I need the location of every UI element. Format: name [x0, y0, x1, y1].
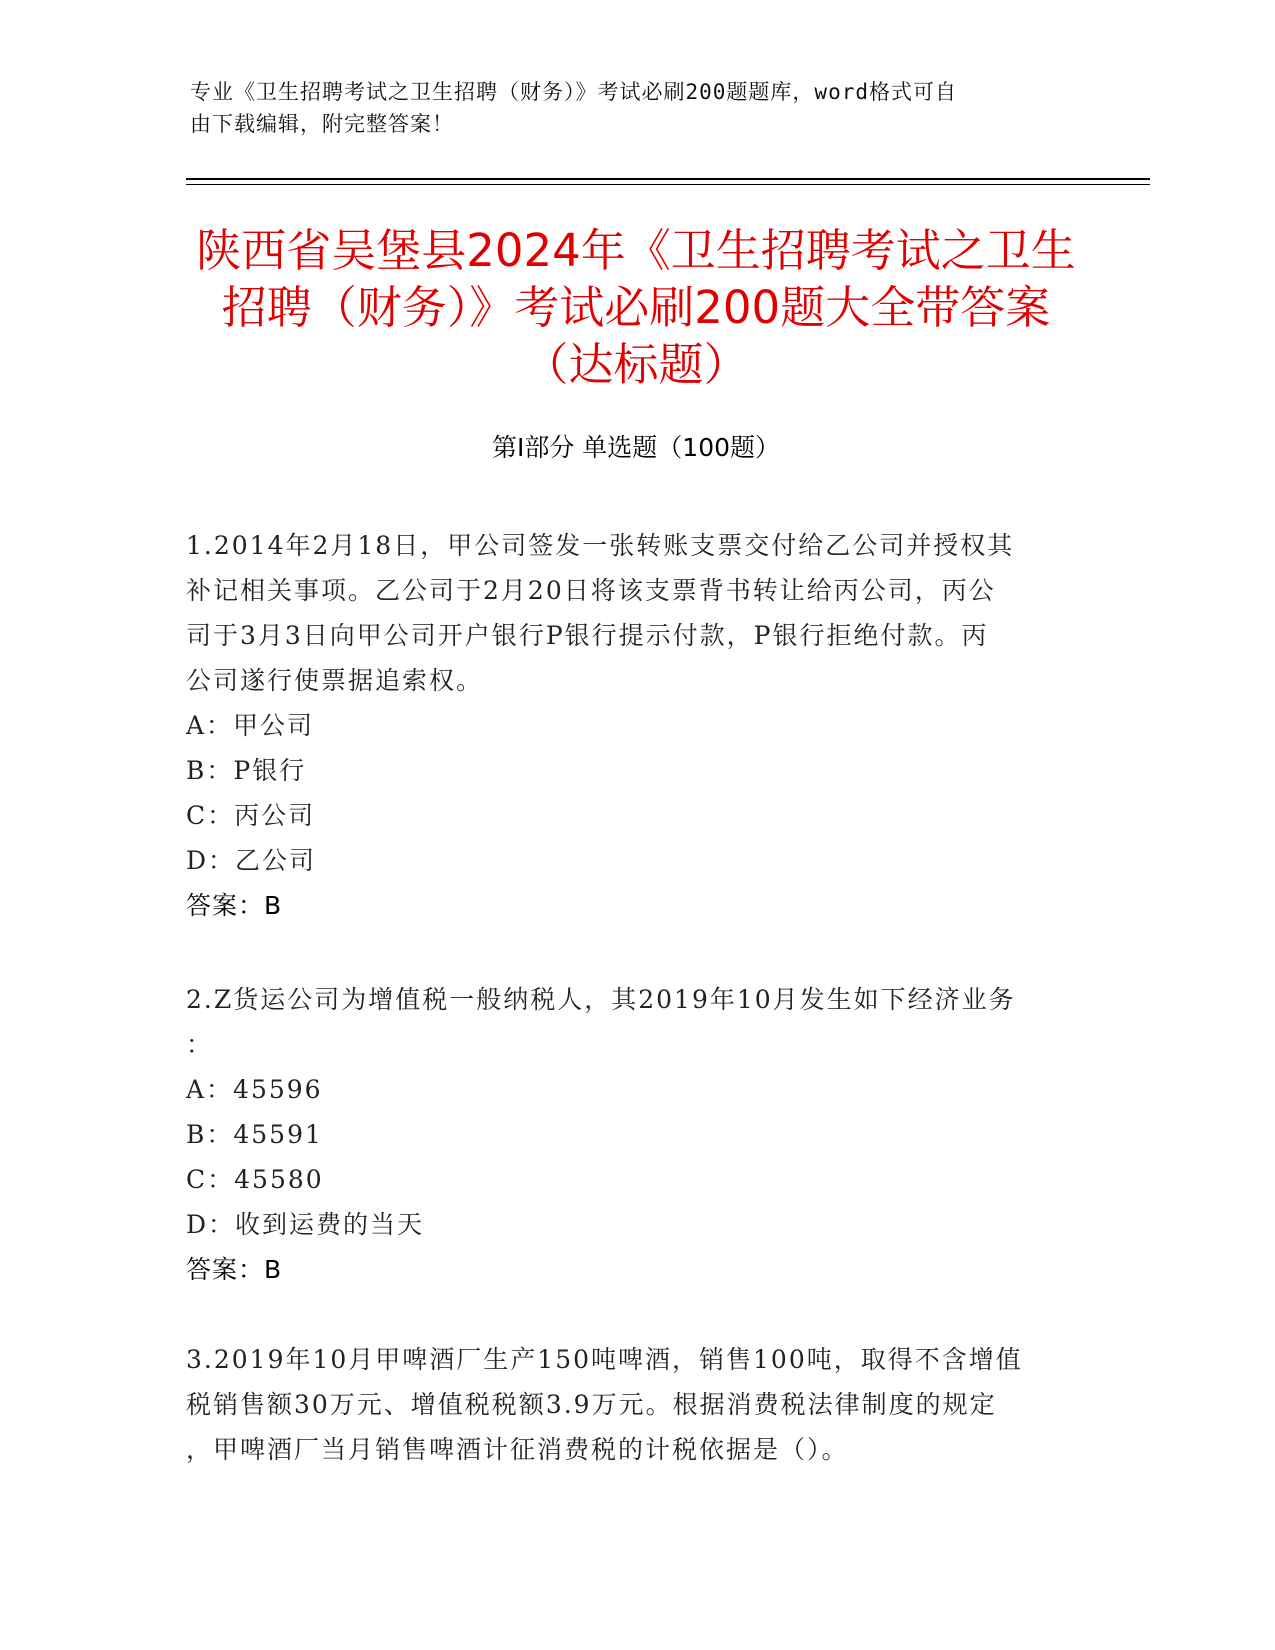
header-divider-thin [186, 184, 1150, 185]
question-stem-line: 司于3月3日向甲公司开户银行P银行提示付款，P银行拒绝付款。丙 [186, 621, 989, 650]
option-d: D：收到运费的当天 [186, 1210, 425, 1239]
option-d: D：乙公司 [186, 846, 317, 875]
title-line: 陕西省吴堡县2024年《卫生招聘考试之卫生 [196, 224, 1076, 277]
option-a: A：甲公司 [186, 711, 315, 740]
question-stem-line: 1.2014年2月18日，甲公司签发一张转账支票交付给乙公司并授权其 [186, 531, 1015, 560]
question-3 [186, 1337, 1086, 1472]
answer: 答案：B [186, 1255, 283, 1284]
option-c: C：丙公司 [186, 801, 316, 830]
header-note-line: 由下载编辑，附完整答案！ [190, 112, 454, 136]
question-stem-line: 税销售额30万元、增值税税额3.9万元。根据消费税法律制度的规定 [186, 1390, 997, 1419]
question-stem-line: ： [186, 1030, 214, 1059]
header-divider-thick [186, 178, 1150, 180]
question-stem-line: 3.2019年10月甲啤酒厂生产150吨啤酒，销售100吨，取得不含增值 [186, 1345, 1023, 1374]
document-title [186, 222, 1086, 393]
question-1 [186, 523, 1086, 928]
title-line: （达标题） [523, 338, 749, 391]
option-c: C：45580 [186, 1165, 324, 1194]
question-stem-line: ，甲啤酒厂当月销售啤酒计征消费税的计税依据是（）。 [186, 1435, 849, 1464]
header-note [190, 76, 1070, 140]
section-heading: 第Ⅰ部分 单选题（100题） [491, 433, 781, 462]
option-b: B：P银行 [186, 756, 307, 785]
title-line: 招聘（财务）》考试必刷200题大全带答案 [221, 281, 1051, 334]
question-stem-line: 2.Z货运公司为增值税一般纳税人，其2019年10月发生如下经济业务 [186, 985, 1016, 1014]
option-a: A：45596 [186, 1075, 323, 1104]
answer: 答案：B [186, 891, 283, 920]
question-stem-line: 公司遂行使票据追索权。 [186, 666, 484, 695]
question-2 [186, 977, 1086, 1292]
question-stem-line: 补记相关事项。乙公司于2月20日将该支票背书转让给丙公司，丙公 [186, 576, 996, 605]
option-b: B：45591 [186, 1120, 323, 1149]
header-note-line: 专业《卫生招聘考试之卫生招聘（财务）》考试必刷200题题库，word格式可自 [190, 80, 957, 104]
